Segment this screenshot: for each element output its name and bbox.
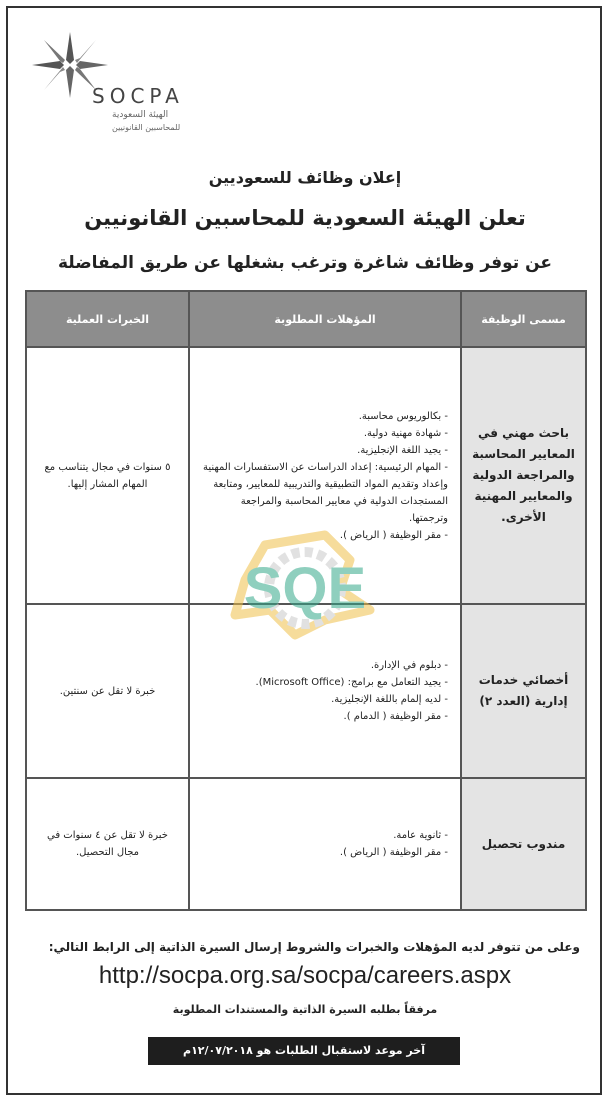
table-row <box>26 778 586 910</box>
table-header-row <box>26 291 586 347</box>
table-row <box>26 604 586 778</box>
qualification-item: - لديه إلمام باللغة الإنجليزية. <box>331 694 448 705</box>
job-title-cell: أخصائي خدمات إدارية (العدد ٢) <box>461 604 586 778</box>
qualifications-cell <box>189 778 461 910</box>
deadline-banner: آخر موعد لاستقبال الطلبات هو ١٢/٠٧/٢٠١٨م <box>148 1037 460 1065</box>
organization-heading: تعلن الهيئة السعودية للمحاسبين القانونيين <box>84 206 526 230</box>
logo-arabic-line2: للمحاسبين القانونيين <box>112 123 181 132</box>
application-instruction: وعلى من تتوفر لديه المؤهلات والخبرات والشروط إرسال السيرة الذاتية إلى الرابط التالي: <box>48 940 580 954</box>
qualification-item: - يجيد التعامل مع برامج: (Microsoft Office). <box>255 677 448 688</box>
job-title-cell: مندوب تحصيل <box>461 778 586 910</box>
qualification-item: - يجيد اللغة الإنجليزية. <box>357 444 448 456</box>
qualification-item: - ثانوية عامة. <box>393 830 448 841</box>
qualifications-cell <box>189 604 461 778</box>
qualification-item: - بكالوريوس محاسبة. <box>358 410 448 422</box>
jobs-table <box>25 290 587 911</box>
logo-arabic-line1: الهيئة السعودية <box>112 110 169 120</box>
qualification-item: - المهام الرئيسية: إعداد الدراسات عن الاستفسارات المهنية وإعداد وتقديم المواد التطبيقية والتدريبية للمعايير، ومتابعة المستجدات الدولية في معايير المحاسبة والمراجعة وترجمتها. <box>203 461 448 524</box>
qualifications-cell <box>189 347 461 604</box>
announcement-heading: إعلان وظائف للسعوديين <box>208 168 402 187</box>
qualification-item: - دبلوم في الإدارة. <box>370 660 448 671</box>
socpa-logo <box>30 30 205 135</box>
qualification-item: - شهادة مهنية دولية. <box>363 427 448 439</box>
experience-cell: ٥ سنوات في مجال يتناسب مع المهام المشار إليها. <box>26 347 189 604</box>
attachment-note: مرفقاً بطلبه السيرة الذاتية والمستندات المطلوبة <box>172 1003 438 1016</box>
job-title-cell: باحث مهني في المعايير المحاسبة والمراجعة الدولية والمعايير المهنية الأخرى. <box>461 347 586 604</box>
experience-cell: خبرة لا تقل عن سنتين. <box>26 604 189 778</box>
col-header-qualifications: المؤهلات المطلوبة <box>189 291 461 347</box>
table-row <box>26 347 586 604</box>
vacancies-subheading: عن توفر وظائف شاغرة وترغب بشغلها عن طريق المفاضلة <box>58 253 552 273</box>
qualification-item: - مقر الوظيفة ( الرياض ). <box>339 529 448 541</box>
col-header-job-title: مسمى الوظيفة <box>461 291 586 347</box>
watermark-text: SQE <box>243 556 367 621</box>
qualification-item: - مقر الوظيفة ( الدمام ). <box>343 711 448 722</box>
col-header-experience: الخبرات العملية <box>26 291 189 347</box>
careers-link[interactable]: http://socpa.org.sa/socpa/careers.aspx <box>98 962 512 989</box>
qualification-item: - مقر الوظيفة ( الرياض ). <box>339 847 448 858</box>
experience-cell: خبرة لا تقل عن ٤ سنوات في مجال التحصيل. <box>26 778 189 910</box>
logo-wordmark: SOCPA <box>92 84 184 108</box>
